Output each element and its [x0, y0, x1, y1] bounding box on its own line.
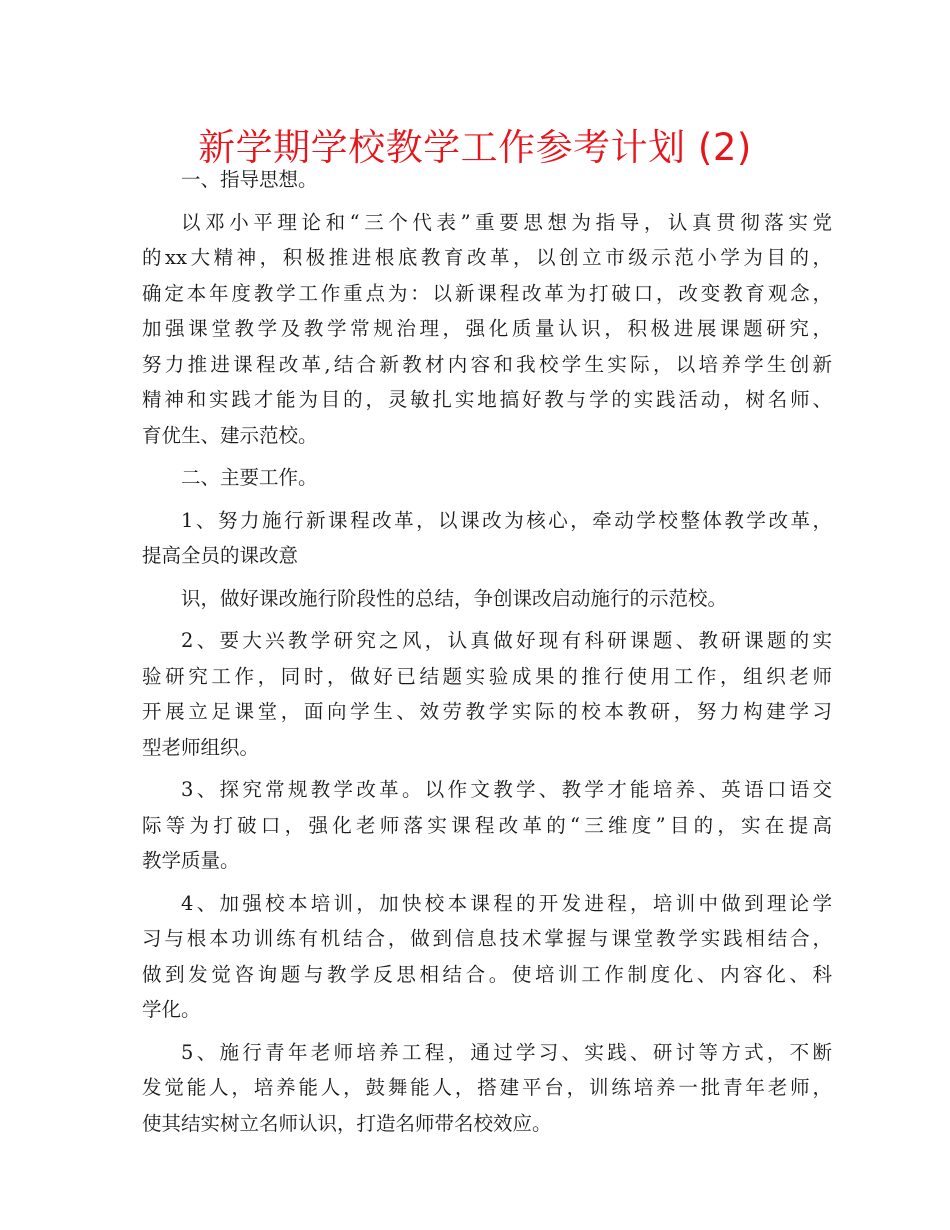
paragraph-line: 确定本年度教学工作重点为：以新课程改革为打破口，改变教育观念， — [142, 281, 832, 305]
paragraph-line: 习与根本功训练有机结合，做到信息技术掌握与课堂教学实践相结合， — [142, 927, 832, 950]
paragraph-line: 2、要大兴教学研究之风，认真做好现有科研课题、教研课题的实 — [181, 629, 832, 652]
paragraph-line: 做到发觉咨询题与教学反思相结合。使培训工作制度化、内容化、科 — [142, 962, 832, 986]
paragraph-line: 3、探究常规教学改革。以作文教学、教学才能培养、英语口语交 — [181, 778, 832, 801]
paragraph-line: 努力推进课程改革,结合新教材内容和我校学生实际，以培养学生创新 — [142, 352, 832, 376]
paragraph-line: 5、施行青年老师培养工程，通过学习、实践、研讨等方式，不断 — [181, 1040, 832, 1064]
paragraph-line: 提高全员的课改意 — [142, 544, 299, 567]
paragraph-line: 际等为打破口，强化老师落实课程改革的“三维度”目的，实在提高 — [142, 813, 832, 837]
paragraph-line: 4、加强校本培训，加快校本课程的开发进程，培训中做到理论学 — [181, 891, 832, 915]
paragraph-line: 发觉能人，培养能人，鼓舞能人，搭建平台，训练培养一批青年老师， — [142, 1076, 832, 1099]
document-body — [142, 162, 832, 1141]
heading-main-work: 二、主要工作。 — [181, 466, 318, 489]
paragraph-line: 精神和实践才能为目的，灵敏扎实地搞好教与学的实践活动，树名师、 — [142, 388, 832, 411]
heading-guiding-ideology: 一、指导思想。 — [181, 168, 318, 191]
document-title: 新学期学校教学工作参考计划 (2) — [198, 126, 752, 169]
paragraph-line: 验研究工作，同时，做好已结题实验成果的推行使用工作，组织老师 — [142, 664, 832, 688]
paragraph-line: 学化。 — [142, 998, 201, 1021]
paragraph-line: 使其结实树立名师认识，打造名师带名校效应。 — [142, 1111, 552, 1135]
paragraph-line: 加强课堂教学及教学常规治理，强化质量认识，积极进展课题研究， — [142, 317, 832, 340]
paragraph-line: 识，做好课改施行阶段性的总结，争创课改启动施行的示范校。 — [181, 586, 728, 610]
paragraph-line: 育优生、建示范校。 — [142, 423, 318, 447]
paragraph-line: 开展立足课堂，面向学生、效劳教学实际的校本教研，努力构建学习 — [142, 700, 832, 723]
paragraph-line: 1、努力施行新课程改革，以课改为核心，牵动学校整体教学改革， — [181, 508, 832, 532]
paragraph-line: 以邓小平理论和“三个代表”重要思想为指导，认真贯彻落实党 — [181, 210, 832, 234]
paragraph-line: 型老师组织。 — [142, 735, 260, 759]
paragraph-line: 教学质量。 — [142, 849, 240, 872]
paragraph-line: 的xx大精神，积极推进根底教育改革，以创立市级示范小学为目的， — [142, 246, 832, 269]
